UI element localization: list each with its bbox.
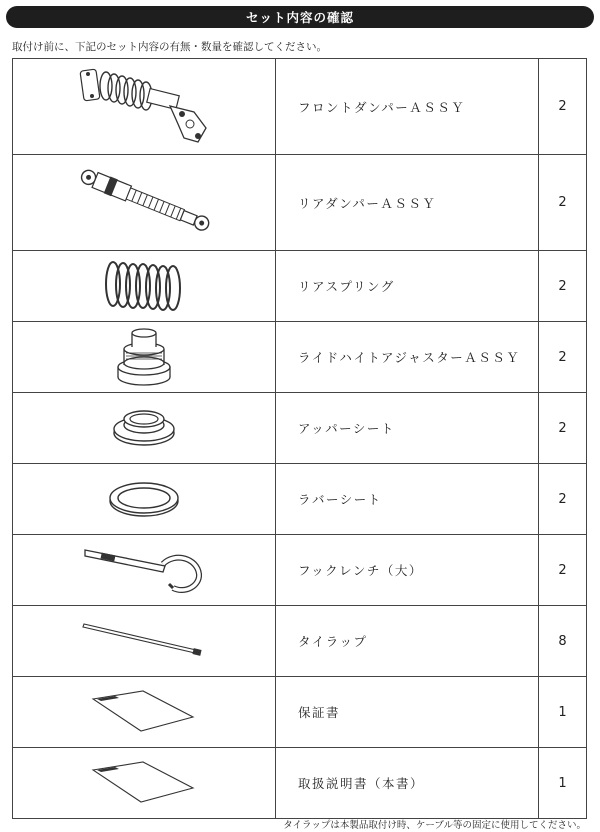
table-row xyxy=(13,606,587,677)
item-name: ライドハイトアジャスターＡＳＳＹ xyxy=(276,322,539,393)
item-name: リアダンパーＡＳＳＹ xyxy=(276,155,539,251)
item-qty: 2 xyxy=(539,393,587,464)
table-row xyxy=(13,251,587,322)
item-qty: 1 xyxy=(539,748,587,819)
item-qty: 2 xyxy=(539,251,587,322)
section-title: セット内容の確認 xyxy=(245,10,354,25)
table-row xyxy=(13,393,587,464)
tie-wrap-icon xyxy=(79,621,209,661)
table-row xyxy=(13,748,587,819)
table-row xyxy=(13,535,587,606)
item-name: フロントダンパーＡＳＳＹ xyxy=(276,59,539,155)
table-row xyxy=(13,464,587,535)
item-qty: 8 xyxy=(539,606,587,677)
item-name: アッパーシート xyxy=(276,393,539,464)
warranty-card-icon xyxy=(89,687,199,737)
table-row xyxy=(13,155,587,251)
intro-text: 取付け前に、下記のセット内容の有無・数量を確認してください。 xyxy=(12,41,327,53)
front-damper-icon xyxy=(74,62,214,152)
rear-damper-icon xyxy=(69,160,219,246)
item-qty: 2 xyxy=(539,535,587,606)
item-name: タイラップ xyxy=(276,606,539,677)
ride-height-adjuster-icon xyxy=(109,325,179,389)
hook-wrench-icon xyxy=(79,544,209,596)
table-row xyxy=(13,322,587,393)
item-qty: 1 xyxy=(539,677,587,748)
table-row xyxy=(13,677,587,748)
upper-seat-icon xyxy=(109,403,179,453)
footnote: タイラップは本製品取付け時、ケーブル等の固定に使用してください。 xyxy=(283,820,586,831)
rubber-seat-icon xyxy=(104,476,184,522)
parts-table xyxy=(12,58,587,819)
item-name: フックレンチ（大） xyxy=(276,535,539,606)
item-qty: 2 xyxy=(539,322,587,393)
item-name: 取扱説明書（本書） xyxy=(276,748,539,819)
item-qty: 2 xyxy=(539,155,587,251)
table-row xyxy=(13,59,587,155)
manual-icon xyxy=(89,758,199,808)
item-name: リアスプリング xyxy=(276,251,539,322)
item-qty: 2 xyxy=(539,464,587,535)
rear-spring-icon xyxy=(99,254,189,318)
item-qty: 2 xyxy=(539,59,587,155)
section-title-bar xyxy=(6,6,594,28)
item-name: 保証書 xyxy=(276,677,539,748)
item-name: ラバーシート xyxy=(276,464,539,535)
